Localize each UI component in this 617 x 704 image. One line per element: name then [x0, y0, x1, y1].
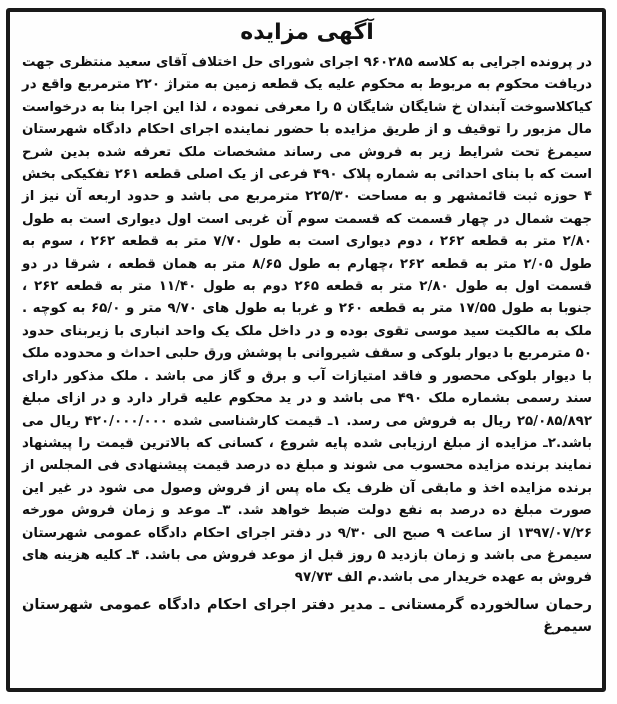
notice-signature: رحمان سالخورده گرمستانی ـ مدیر دفتر اجرای احکام دادگاه عمومی شهرستان سیمرغ — [22, 596, 592, 635]
notice-body: در پرونده اجرایی به کلاسه ۹۶۰۲۸۵ اجرای شورای حل اختلاف آقای سعید منتظری جهت دریافت محکوم به مربوط به محکوم علیه یک قطعه زمین به متراژ ۲۲۰ مترمربع واقع در کیاکلاسوخت آبندان خ شایگان شایگان ۵ را معرفی نموده ، لذا این اجرا بنا به درخواست مال مزبور را توقیف و از طریق مزایده با حضور نماینده اجرای احکام دادگاه شهرستان سیمرغ تحت شرایط زیر به فروش می رساند مشخصات ملک تعرفه شده بدین شرح است که با بنای احداثی به شماره پلاک ۴۹۰ فرعی از یک اصلی قطعه ۲۶۱ تفکیکی بخش ۴ حوزه ثبت قائمشهر و به مساحت ۲۲۵/۳۰ مترمربع می باشد و حدود اربعه آن نیز از جهت شمال در چهار قسمت که قسمت سوم آن غربی است اول دیواری است به طول ۲/۸۰ متر به قطعه ۲۶۲ ، دوم دیواری است به طول ۷/۷۰ متر به قطعه ۲۶۲ ، سوم به طول ۲/۰۵ متر به قطعه ۲۶۲ ،چهارم به طول ۸/۶۵ متر به همان قطعه ، شرقا در دو قسمت اول به طول ۲/۸۰ متر به قطعه ۲۶۵ دوم به طول ۱۱/۴۰ متر به قطعه ۲۶۲ ، جنوبا به طول ۱۷/۵۵ متر به قطعه ۲۶۰ و غربا به طول های ۹/۷۰ متر و ۶۵/۰ به کوچه . ملک به مالکیت سید موسی تقوی بوده و در داخل ملک یک واحد انباری با زیربنای حدود ۵۰ مترمربع با دیوار بلوکی و سقف شیروانی با پوشش ورق حلبی احداث و محدوده ملک با دیوار بلوکی محصور و فاقد امتیازات آب و برق و گاز می باشد . ملک مذکور دارای سند رسمی بشماره ملک ۴۹۰ می باشد و در ید محکوم علیه قرار دارد و در ازای مبلغ ۲۵/۰۸۵/۸۹۲ ریال به فروش می رسد. ۱ـ قیمت کارشناسی شده ۴۲۰/۰۰۰/۰۰۰ ریال می باشد.۲ـ مزایده از مبلغ ارزیابی شده پایه شروع ، کسانی که بالاترین قیمت را پیشنهاد نمایند برنده مزایده محسوب می شوند و مبلغ ده درصد قیمت پیشنهادی فی المجلس از برنده مزایده اخذ و مابقی آن ظرف یک ماه پس از فروش وصول می شود در غیر این صورت مبلغ ده درصد به نفع دولت ضبط خواهد شد. ۳ـ موعد و زمان فروش مورخه ۱۳۹۷/۰۷/۲۶ از ساعت ۹ صبح الی ۹/۳۰ در دفتر اجرای احکام دادگاه عمومی شهرستان سیمرغ می باشد و زمان بازدید ۵ روز قبل از موعد فروش می باشد. ۴ـ کلیه هزینه های فروش به عهده خریدار می باشد.م الف ۹۷/۷۳ — [22, 55, 593, 586]
notice-title: آگهی مزایده — [240, 20, 374, 45]
auction-notice — [6, 8, 606, 692]
